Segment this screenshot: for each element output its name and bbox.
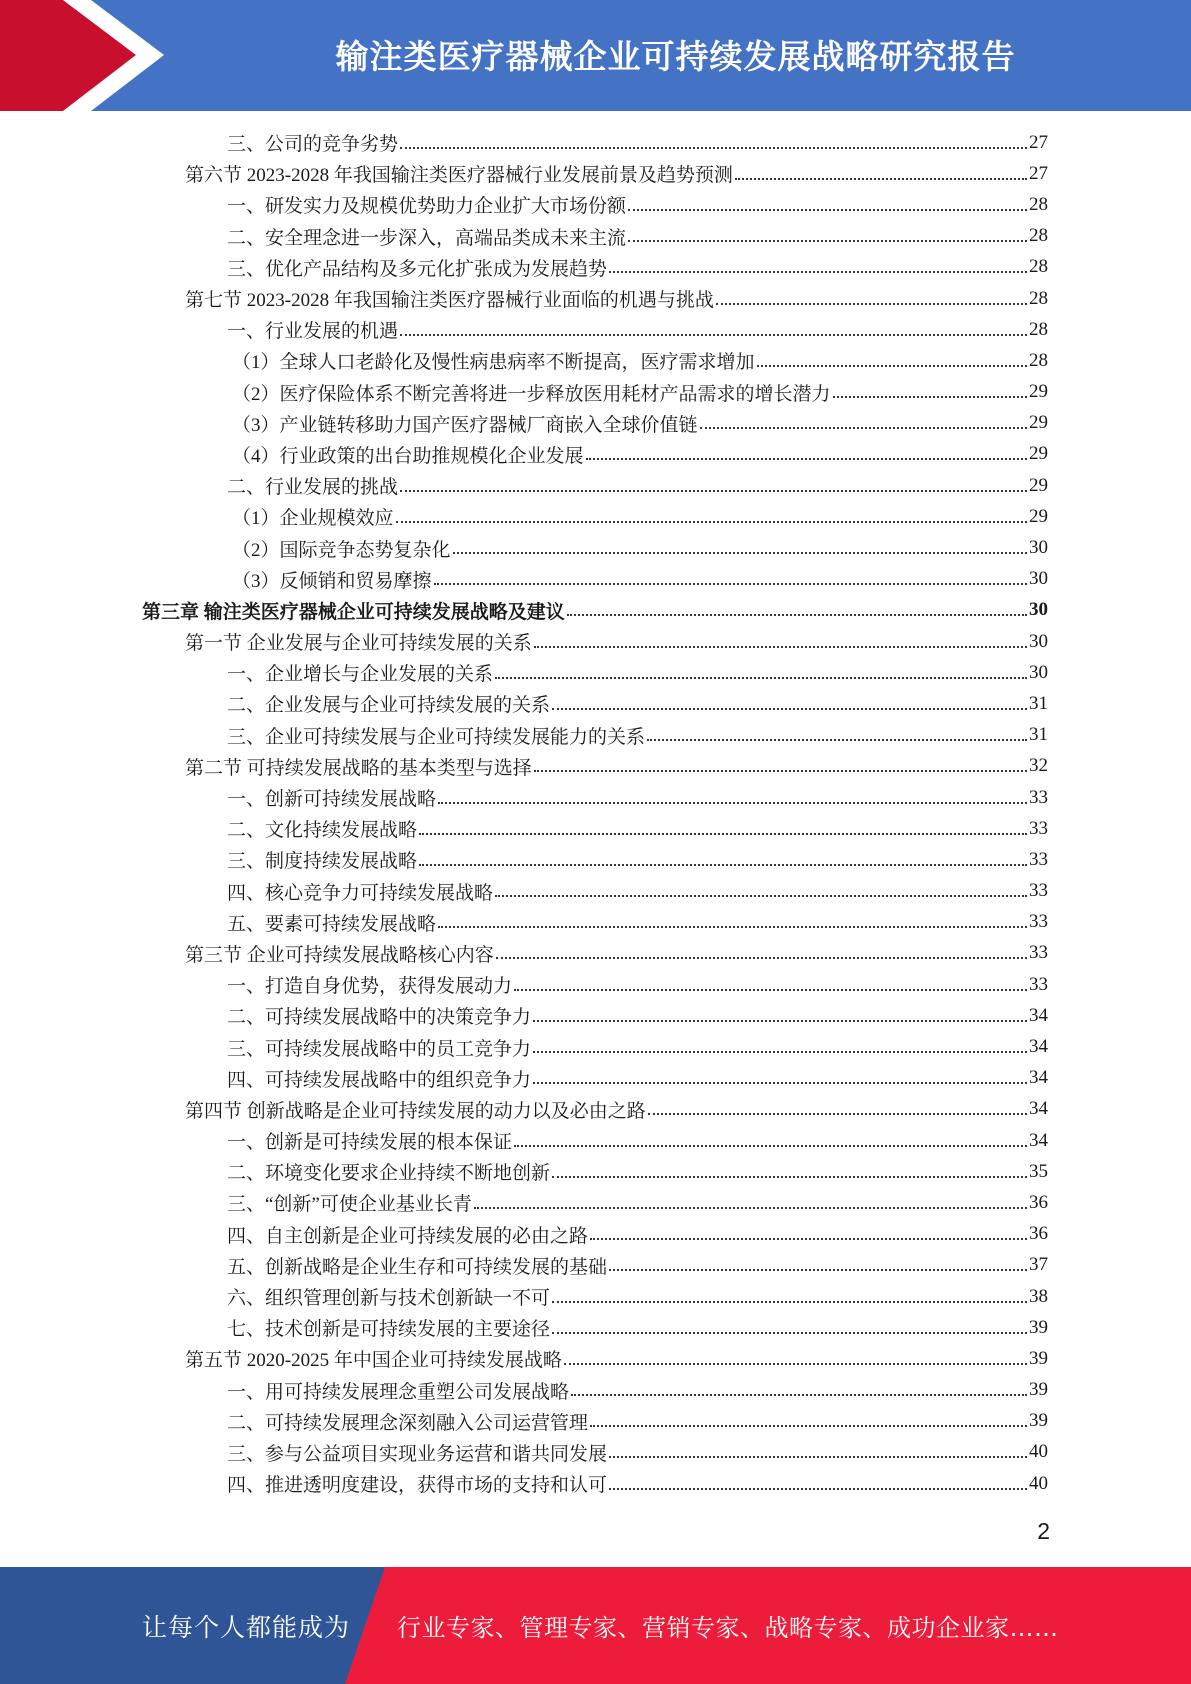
toc-entry[interactable] — [0, 283, 1191, 314]
toc-dot-leader — [496, 941, 1027, 959]
toc-entry[interactable] — [0, 1219, 1191, 1250]
toc-dot-leader — [533, 1004, 1027, 1022]
toc-dot-leader — [700, 411, 1027, 429]
toc-dot-leader — [648, 1097, 1027, 1115]
toc-entry-page: 39 — [1029, 1347, 1048, 1369]
toc-entry-page: 37 — [1029, 1254, 1048, 1276]
toc-entry-page: 28 — [1029, 287, 1048, 309]
toc-entry-page: 28 — [1029, 193, 1048, 215]
toc-dot-leader — [434, 567, 1027, 585]
toc-dot-leader — [533, 1066, 1027, 1084]
toc-dot-leader — [514, 973, 1027, 991]
toc-entry-page: 34 — [1029, 1129, 1048, 1151]
toc-dot-leader — [552, 692, 1027, 710]
toc-dot-leader — [609, 1440, 1027, 1458]
toc-entry[interactable] — [0, 564, 1191, 595]
toc-entry-page: 34 — [1029, 1098, 1048, 1120]
toc-dot-leader — [716, 287, 1027, 305]
toc-dot-leader — [400, 474, 1027, 492]
toc-entry-page: 39 — [1029, 1316, 1048, 1338]
toc-entry-page: 28 — [1029, 349, 1048, 371]
toc-entry-title: 三、可持续发展战略中的员工竞争力 — [227, 1038, 532, 1060]
toc-dot-leader — [571, 1378, 1027, 1396]
toc-entry-title: 三、参与公益项目实现业务运营和谐共同发展 — [227, 1443, 608, 1465]
toc-entry-page: 38 — [1029, 1285, 1048, 1307]
toc-entry-page: 39 — [1029, 1410, 1048, 1432]
toc-entry-page: 30 — [1029, 630, 1048, 652]
toc-entry-title: （1）企业规模效应 — [232, 508, 394, 530]
toc-entry[interactable] — [0, 1000, 1191, 1031]
toc-entry-title: 四、可持续发展战略中的组织竞争力 — [227, 1069, 532, 1091]
toc-dot-leader — [552, 1285, 1027, 1303]
toc-entry[interactable] — [0, 532, 1191, 563]
toc-entry[interactable] — [0, 1063, 1191, 1094]
toc-entry-title: 六、组织管理创新与技术创新缺一不可 — [227, 1288, 551, 1310]
toc-entry[interactable] — [0, 1094, 1191, 1125]
toc-entry-title: 四、推进透明度建设，获得市场的支持和认可 — [227, 1475, 608, 1497]
toc-entry-page: 34 — [1029, 1067, 1048, 1089]
toc-entry-title: 三、“创新”可使企业基业长青 — [227, 1194, 472, 1216]
toc-entry-page: 30 — [1029, 661, 1048, 683]
toc-entry-page: 33 — [1029, 942, 1048, 964]
toc-entry[interactable] — [0, 969, 1191, 1000]
toc-entry-page: 30 — [1029, 599, 1048, 621]
toc-entry-page: 40 — [1029, 1441, 1048, 1463]
toc-entry[interactable] — [0, 439, 1191, 470]
toc-entry-page: 33 — [1029, 848, 1048, 870]
toc-entry-title: 第七节 2023-2028 年我国输注类医疗器械行业面临的机遇与挑战 — [185, 290, 714, 312]
toc-entry-title: 四、自主创新是企业可持续发展的必由之路 — [227, 1225, 589, 1247]
toc-entry-page: 29 — [1029, 381, 1048, 403]
toc-dot-leader — [419, 848, 1027, 866]
toc-entry-title: （1）全球人口老龄化及慢性病患病率不断提高，医疗需求增加 — [232, 352, 755, 374]
toc-entry[interactable] — [0, 720, 1191, 751]
toc-entry[interactable] — [0, 1125, 1191, 1156]
toc-entry-page: 30 — [1029, 568, 1048, 590]
toc-entry[interactable] — [0, 688, 1191, 719]
toc-entry-page: 28 — [1029, 318, 1048, 340]
toc-entry-title: 二、可持续发展理念深刻融入公司运营管理 — [227, 1412, 589, 1434]
toc-entry-page: 31 — [1029, 692, 1048, 714]
toc-entry[interactable] — [0, 1375, 1191, 1406]
toc-entry[interactable] — [0, 345, 1191, 376]
toc-entry[interactable] — [0, 1031, 1191, 1062]
toc-dot-leader — [586, 442, 1027, 460]
toc-entry-title: 三、企业可持续发展与企业可持续发展能力的关系 — [227, 726, 646, 748]
toc-entry-page: 34 — [1029, 1036, 1048, 1058]
toc-entry[interactable] — [0, 189, 1191, 220]
toc-entry-title: 一、用可持续发展理念重塑公司发展战略 — [227, 1381, 570, 1403]
toc-dot-leader — [534, 754, 1027, 772]
toc-entry-page: 33 — [1029, 911, 1048, 933]
toc-entry-page: 33 — [1029, 817, 1048, 839]
toc-entry-title: 二、可持续发展战略中的决策竞争力 — [227, 1007, 532, 1029]
toc-entry[interactable] — [0, 314, 1191, 345]
toc-entry[interactable] — [0, 377, 1191, 408]
toc-dot-leader — [495, 879, 1027, 897]
table-of-contents — [0, 127, 1191, 1499]
toc-entry[interactable] — [0, 1406, 1191, 1437]
toc-dot-leader — [474, 1191, 1027, 1209]
toc-entry[interactable] — [0, 907, 1191, 938]
toc-entry[interactable] — [0, 595, 1191, 626]
toc-entry-title: （3）反倾销和贸易摩擦 — [232, 570, 432, 592]
toc-entry-title: 四、核心竞争力可持续发展战略 — [227, 882, 494, 904]
toc-dot-leader — [396, 505, 1027, 523]
toc-entry[interactable] — [0, 501, 1191, 532]
toc-dot-leader — [590, 1409, 1027, 1427]
toc-dot-leader — [609, 1472, 1027, 1490]
toc-entry[interactable] — [0, 127, 1191, 158]
toc-entry-title: （3）产业链转移助力国产医疗器械厂商嵌入全球价值链 — [232, 414, 698, 436]
toc-dot-leader — [564, 1347, 1027, 1365]
toc-entry[interactable] — [0, 813, 1191, 844]
toc-dot-leader — [400, 131, 1027, 149]
toc-entry[interactable] — [0, 470, 1191, 501]
toc-dot-leader — [453, 536, 1027, 554]
toc-entry[interactable] — [0, 408, 1191, 439]
toc-entry-page: 28 — [1029, 225, 1048, 247]
toc-entry-title: （4）行业政策的出台助推规模化企业发展 — [232, 445, 584, 467]
toc-entry-page: 32 — [1029, 755, 1048, 777]
toc-entry-title: 第六节 2023-2028 年我国输注类医疗器械行业发展前景及趋势预测 — [185, 165, 733, 187]
toc-entry-title: 七、技术创新是可持续发展的主要途径 — [227, 1319, 551, 1341]
toc-dot-leader — [609, 1253, 1027, 1271]
toc-entry[interactable] — [0, 751, 1191, 782]
toc-entry[interactable] — [0, 844, 1191, 875]
toc-entry[interactable] — [0, 252, 1191, 283]
toc-entry[interactable] — [0, 657, 1191, 688]
toc-entry-title: 三、公司的竞争劣势 — [227, 134, 399, 156]
toc-entry-page: 33 — [1029, 786, 1048, 808]
toc-entry-title: 三、优化产品结构及多元化扩张成为发展趋势 — [227, 258, 608, 280]
toc-entry[interactable] — [0, 782, 1191, 813]
toc-dot-leader — [438, 910, 1027, 928]
toc-entry-title: 第四节 创新战略是企业可持续发展的动力以及必由之路 — [185, 1100, 646, 1122]
toc-entry[interactable] — [0, 1187, 1191, 1218]
page-footer — [0, 1567, 1191, 1684]
toc-entry-page: 35 — [1029, 1160, 1048, 1182]
toc-dot-leader — [438, 786, 1027, 804]
toc-entry-title: 第三章 输注类医疗器械企业可持续发展战略及建议 — [142, 601, 565, 623]
toc-entry-title: 一、行业发展的机遇 — [227, 321, 399, 343]
toc-entry[interactable] — [0, 626, 1191, 657]
toc-dot-leader — [514, 1129, 1027, 1147]
toc-entry[interactable] — [0, 1437, 1191, 1468]
toc-dot-leader — [419, 817, 1027, 835]
toc-entry-title: 一、研发实力及规模优势助力企业扩大市场份额 — [227, 196, 627, 218]
toc-entry-title: （2）医疗保险体系不断完善将进一步释放医用耗材产品需求的增长潜力 — [232, 383, 831, 405]
toc-entry-title: 五、要素可持续发展战略 — [227, 913, 437, 935]
toc-entry-page: 30 — [1029, 537, 1048, 559]
toc-entry[interactable] — [0, 1250, 1191, 1281]
toc-entry-page: 29 — [1029, 443, 1048, 465]
toc-dot-leader — [495, 661, 1027, 679]
toc-entry-title: 第二节 可持续发展战略的基本类型与选择 — [185, 757, 532, 779]
toc-entry[interactable] — [0, 1468, 1191, 1499]
toc-dot-leader — [757, 349, 1027, 367]
toc-entry-title: 第五节 2020-2025 年中国企业可持续发展战略 — [185, 1350, 562, 1372]
toc-entry-page: 36 — [1029, 1191, 1048, 1213]
toc-entry-page: 28 — [1029, 256, 1048, 278]
toc-dot-leader — [552, 1160, 1027, 1178]
toc-entry[interactable] — [0, 1343, 1191, 1374]
toc-entry-page: 31 — [1029, 724, 1048, 746]
toc-entry-title: 二、环境变化要求企业持续不断地创新 — [227, 1163, 551, 1185]
page-header — [0, 0, 1191, 111]
toc-dot-leader — [628, 224, 1027, 242]
toc-entry-page: 29 — [1029, 412, 1048, 434]
toc-entry-page: 39 — [1029, 1379, 1048, 1401]
toc-entry-page: 40 — [1029, 1472, 1048, 1494]
toc-dot-leader — [609, 255, 1027, 273]
toc-entry-title: 一、创新是可持续发展的根本保证 — [227, 1132, 513, 1154]
toc-entry[interactable] — [0, 1281, 1191, 1312]
toc-dot-leader — [552, 1316, 1027, 1334]
toc-dot-leader — [567, 598, 1027, 616]
toc-dot-leader — [533, 1035, 1027, 1053]
toc-entry-title: 二、行业发展的挑战 — [227, 477, 399, 499]
toc-entry[interactable] — [0, 1312, 1191, 1343]
footer-slogan-right: 行业专家、管理专家、营销专家、战略专家、成功企业家…… — [397, 1614, 1059, 1642]
toc-entry-title: 一、打造自身优势，获得发展动力 — [227, 976, 513, 998]
toc-entry-page: 29 — [1029, 474, 1048, 496]
report-title: 输注类医疗器械企业可持续发展战略研究报告 — [335, 36, 1016, 76]
toc-entry-page: 33 — [1029, 880, 1048, 902]
toc-entry-title: 第一节 企业发展与企业可持续发展的关系 — [185, 633, 532, 655]
toc-entry[interactable] — [0, 1156, 1191, 1187]
toc-entry-title: 二、文化持续发展战略 — [227, 820, 418, 842]
toc-entry[interactable] — [0, 158, 1191, 189]
toc-entry-page: 27 — [1029, 162, 1048, 184]
toc-dot-leader — [400, 318, 1027, 336]
toc-dot-leader — [534, 630, 1027, 648]
toc-dot-leader — [735, 162, 1027, 180]
toc-entry[interactable] — [0, 938, 1191, 969]
toc-entry-title: 二、安全理念进一步深入，高端品类成未来主流 — [227, 227, 627, 249]
toc-entry-page: 36 — [1029, 1223, 1048, 1245]
toc-entry-title: （2）国际竞争态势复杂化 — [232, 539, 451, 561]
page-number: 2 — [1037, 1518, 1050, 1544]
toc-dot-leader — [833, 380, 1027, 398]
toc-entry-title: 二、企业发展与企业可持续发展的关系 — [227, 695, 551, 717]
toc-entry[interactable] — [0, 221, 1191, 252]
toc-entry-title: 一、企业增长与企业发展的关系 — [227, 664, 494, 686]
toc-entry[interactable] — [0, 876, 1191, 907]
toc-dot-leader — [590, 1222, 1027, 1240]
toc-entry-page: 27 — [1029, 131, 1048, 153]
toc-entry-title: 三、制度持续发展战略 — [227, 851, 418, 873]
toc-entry-title: 一、创新可持续发展战略 — [227, 789, 437, 811]
toc-entry-page: 33 — [1029, 973, 1048, 995]
toc-entry-page: 34 — [1029, 1004, 1048, 1026]
toc-entry-page: 29 — [1029, 505, 1048, 527]
toc-dot-leader — [628, 193, 1027, 211]
footer-slogan-left: 让每个人都能成为 — [142, 1612, 351, 1642]
toc-entry-title: 第三节 企业可持续发展战略核心内容 — [185, 944, 494, 966]
toc-dot-leader — [647, 723, 1027, 741]
toc-entry-title: 五、创新战略是企业生存和可持续发展的基础 — [227, 1256, 608, 1278]
